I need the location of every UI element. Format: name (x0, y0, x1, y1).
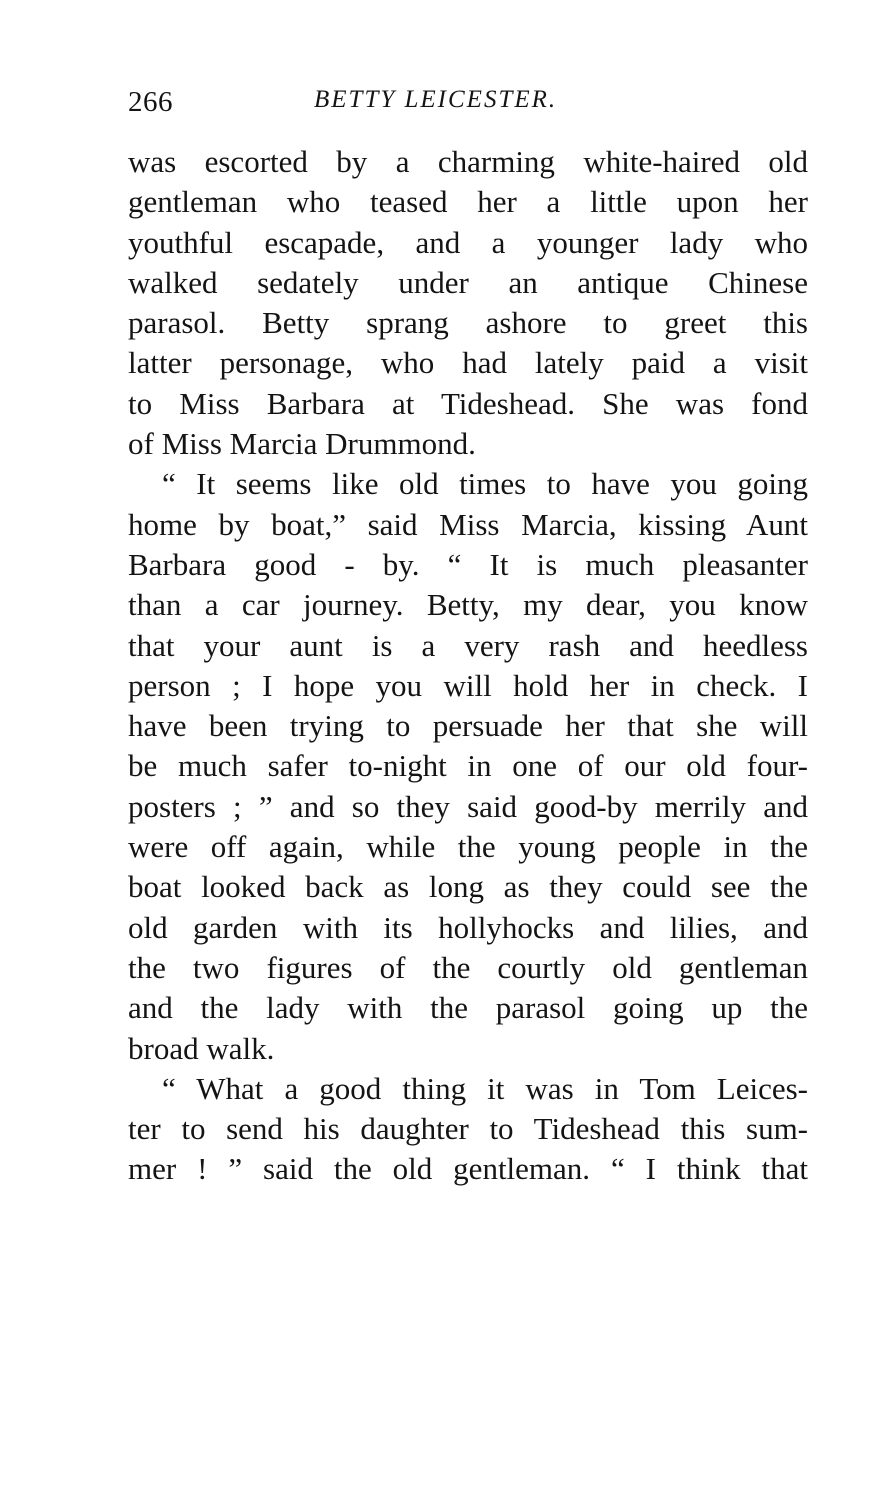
text-line: “ It seems like old times to have you going (162, 466, 808, 502)
text-line: than a car journey. Betty, my dear, you know (128, 587, 808, 623)
text-line: of Miss Marcia Drummond. (128, 426, 476, 462)
text-line: boat looked back as long as they could see the (128, 869, 808, 905)
text-line: parasol. Betty sprang ashore to greet this (128, 305, 808, 341)
text-line: gentleman who teased her a little upon her (128, 184, 808, 220)
body-text (128, 142, 808, 1190)
page-number: 266 (128, 86, 173, 118)
page-header (128, 86, 808, 126)
text-line: walked sedately under an antique Chinese (128, 264, 808, 300)
text-line: broad walk. (128, 1030, 275, 1066)
text-line: old garden with its hollyhocks and lilies, and (128, 909, 808, 945)
text-line: “ What a good thing it was in Tom Leices- (162, 1070, 808, 1106)
text-line: was escorted by a charming white-haired old (128, 144, 808, 179)
text-line: ter to send his daughter to Tideshead this sum- (128, 1111, 808, 1147)
text-line: posters ; ” and so they said good-by merrily and (128, 788, 808, 824)
running-title: BETTY LEICESTER. (314, 86, 558, 113)
text-line: the two figures of the courtly old gentleman (128, 949, 808, 985)
text-line: latter personage, who had lately paid a visit (128, 345, 808, 381)
text-line: Barbara good - by. “ It is much pleasanter (128, 546, 808, 582)
text-line: person ; I hope you will hold her in check. I (128, 667, 808, 703)
text-line: youthful escapade, and a younger lady who (128, 224, 808, 260)
text-line: mer ! ” said the old gentleman. “ I think that (128, 1151, 808, 1187)
text-line: have been trying to persuade her that she will (128, 708, 808, 744)
text-line: to Miss Barbara at Tideshead. She was fond (128, 385, 808, 421)
text-line: be much safer to-night in one of our old four- (128, 748, 808, 784)
text-line: and the lady with the parasol going up the (128, 990, 808, 1026)
text-line: that your aunt is a very rash and heedless (128, 627, 808, 663)
text-line: home by boat,” said Miss Marcia, kissing Aunt (128, 506, 808, 542)
text-line: were off again, while the young people in the (128, 829, 808, 865)
